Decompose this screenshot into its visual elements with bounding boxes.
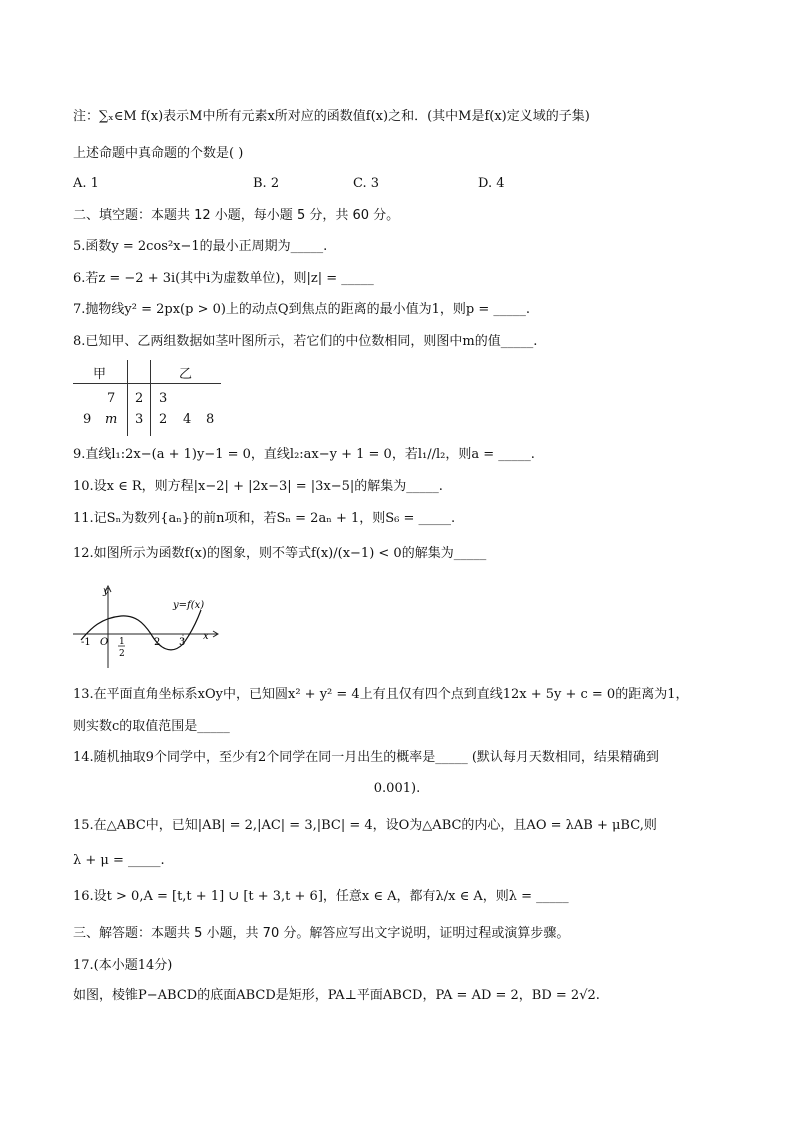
question-6: 6.若z = −2 + 3i(其中i为虚数单位)，则|z| = _____ xyxy=(73,271,374,286)
stem-leaf-table xyxy=(73,360,223,440)
origin-label: O xyxy=(100,637,109,648)
tick-label-minus-1: -1 xyxy=(81,637,91,648)
section-3-heading: 三、解答题：本题共 5 小题，共 70 分。解答应写出文字说明，证明过程或演算步骤。 xyxy=(73,926,570,941)
stem-leaf-header-rule xyxy=(73,383,221,384)
question-14-line-2: 0.001). xyxy=(373,781,421,796)
question-15-line-1: 15.在△ABC中，已知|AB| = 2,|AC| = 3,|BC| = 4，设O为△ABC的内心，且AO = λAB + μBC,则 xyxy=(73,818,657,833)
choice-b: B. 2 xyxy=(253,176,280,191)
question-17-header: 17.(本小题14分) xyxy=(73,958,173,973)
question-10: 10.设x ∈ R，则方程|x−2| + |2x−3| = |3x−5|的解集为_____. xyxy=(73,479,443,494)
tick-label-half-denominator: 2 xyxy=(119,649,125,659)
stem-leaf-row2-right-2: 4 xyxy=(183,412,192,427)
question-11: 11.记Sₙ为数列{aₙ}的前n项和，若Sₙ = 2aₙ + 1，则S₆ = _____. xyxy=(73,511,456,526)
function-graph xyxy=(73,582,223,674)
question-9: 9.直线l₁:2x−(a + 1)y−1 = 0，直线l₂:ax−y + 1 = 0，若l₁//l₂，则a = _____. xyxy=(73,447,535,462)
tick-label-2: 2 xyxy=(154,637,161,648)
question-7: 7.抛物线y² = 2px(p > 0)上的动点Q到焦点的距离的最小值为1，则p = _____. xyxy=(73,302,530,317)
section-2-heading: 二、填空题：本题共 12 小题，每小题 5 分，共 60 分。 xyxy=(73,208,400,223)
choice-d: D. 4 xyxy=(478,176,505,191)
stem-leaf-row2-left-2: m xyxy=(105,412,118,427)
question-16: 16.设t > 0,A = [t,t + 1] ∪ [t + 3,t + 6]，任意x ∈ A，都有λ/x ∈ A，则λ = _____ xyxy=(73,889,569,904)
stem-leaf-divider-left xyxy=(127,360,128,436)
stem-leaf-header-left: 甲 xyxy=(93,367,107,382)
y-axis-label: y xyxy=(103,586,109,597)
summation-note: 注：∑ₓ∈M f(x)表示M中所有元素x所对应的函数值f(x)之和．(其中M是f(x)定义域的子集) xyxy=(73,109,590,124)
choice-c: C. 3 xyxy=(353,176,380,191)
function-label: y=f(x) xyxy=(173,600,205,611)
answer-choices xyxy=(73,176,613,194)
stem-leaf-header-right: 乙 xyxy=(179,367,193,382)
tick-label-3: 3 xyxy=(179,637,186,648)
tick-label-half-numerator: 1 xyxy=(119,637,125,647)
question-4-prompt: 上述命题中真命题的个数是( ) xyxy=(73,146,244,161)
stem-leaf-row1-left: 7 xyxy=(107,391,116,406)
stem-leaf-row2-left-1: 9 xyxy=(83,412,92,427)
question-17-body: 如图，棱锥P−ABCD的底面ABCD是矩形，PA⊥平面ABCD，PA = AD = 2，BD = 2√2. xyxy=(73,988,600,1003)
question-12: 12.如图所示为函数f(x)的图象，则不等式f(x)/(x−1) < 0的解集为_____ xyxy=(73,546,487,561)
question-8: 8.已知甲、乙两组数据如茎叶图所示，若它们的中位数相同，则图中m的值_____. xyxy=(73,334,538,349)
stem-leaf-row1-right: 3 xyxy=(159,391,168,406)
stem-leaf-divider-right xyxy=(150,360,151,436)
question-5: 5.函数y = 2cos²x−1的最小正周期为_____. xyxy=(73,239,328,254)
question-13-line-1: 13.在平面直角坐标系xOy中，已知圆x² + y² = 4上有且仅有四个点到直线12x + 5y + c = 0的距离为1， xyxy=(73,687,689,702)
stem-leaf-row1-stem: 2 xyxy=(135,391,144,406)
question-15-line-2: λ + μ = _____. xyxy=(73,853,165,868)
x-axis-label: x xyxy=(203,631,209,642)
question-14-line-1: 14.随机抽取9个同学中，至少有2个同学在同一月出生的概率是_____ (默认每月天数相同，结果精确到 xyxy=(73,750,659,765)
stem-leaf-row2-right-3: 8 xyxy=(206,412,215,427)
question-13-line-2: 则实数c的取值范围是_____ xyxy=(73,719,230,734)
choice-a: A. 1 xyxy=(73,176,99,191)
stem-leaf-row2-stem: 3 xyxy=(135,412,144,427)
stem-leaf-row2-right-1: 2 xyxy=(159,412,168,427)
